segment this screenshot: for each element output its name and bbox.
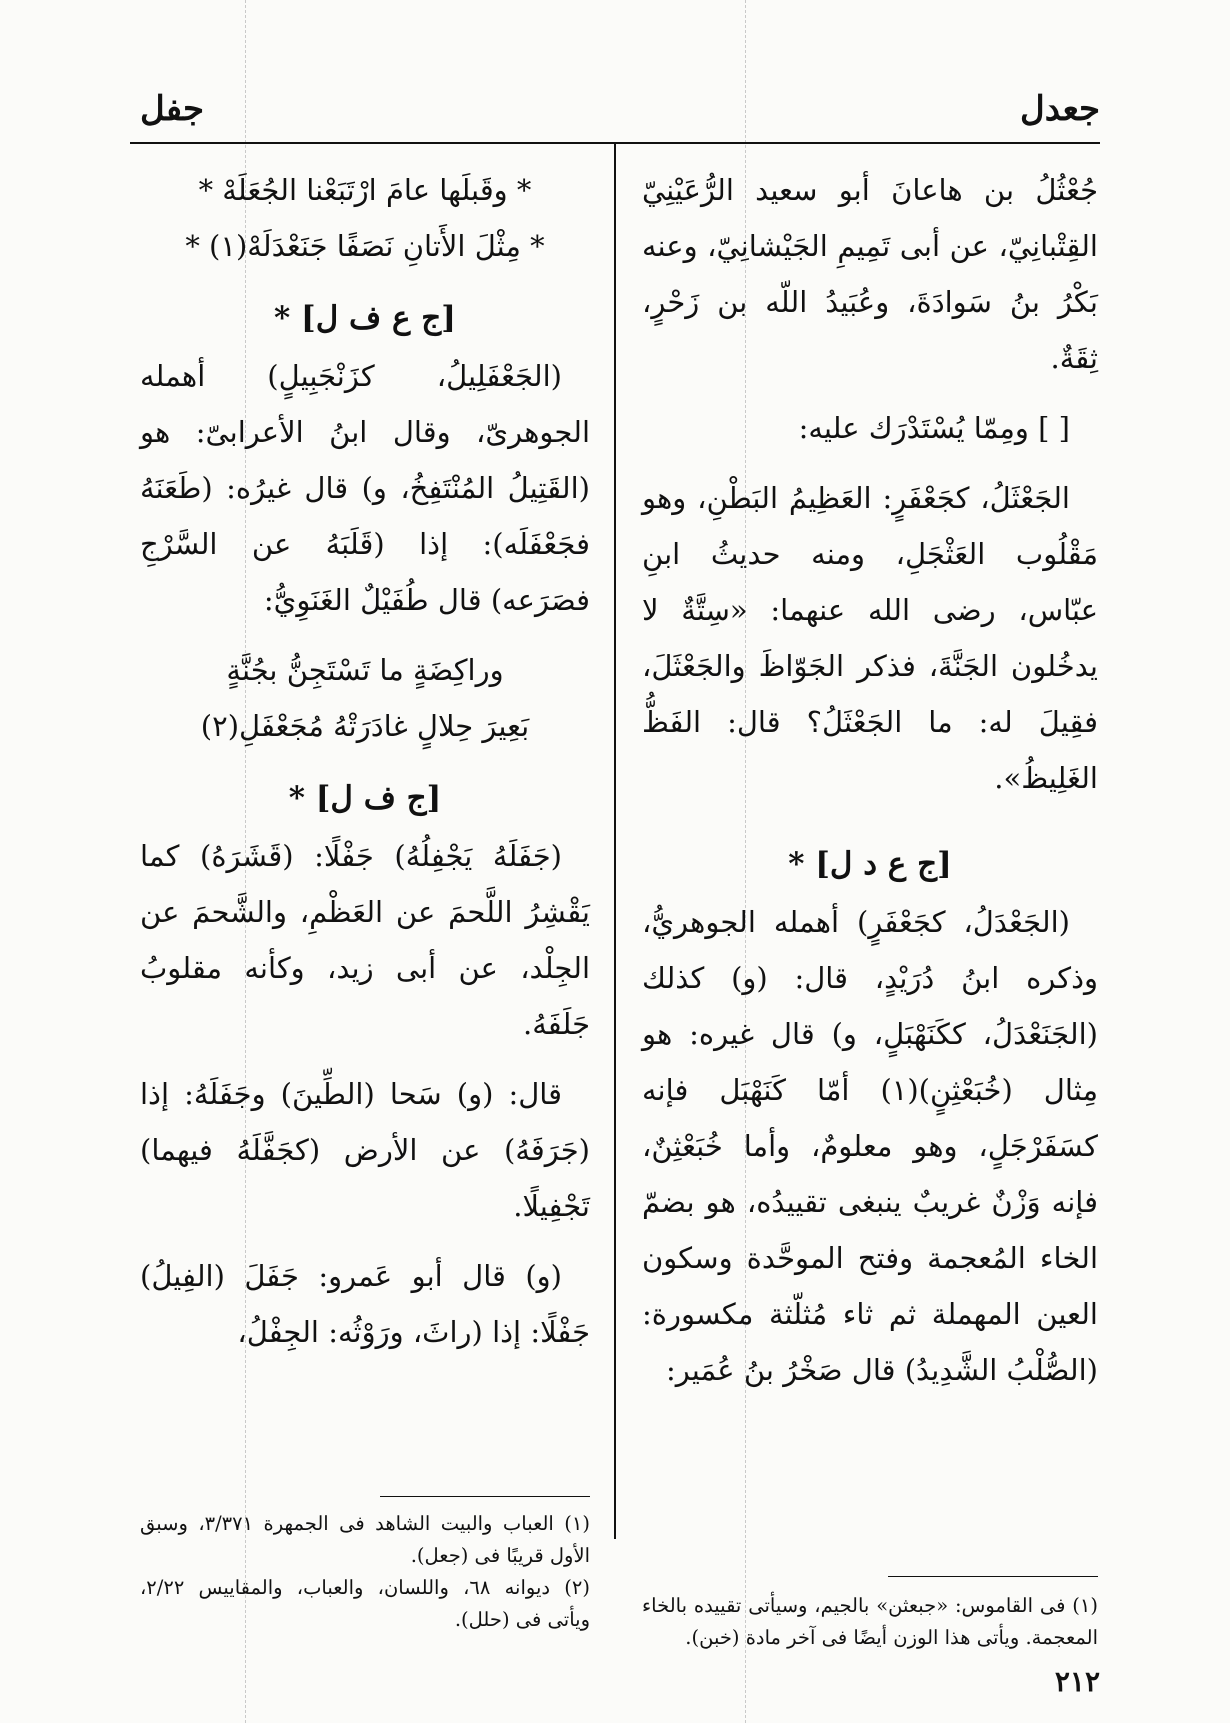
footnote: (٢) ديوانه ٦٨، واللسان، والعباب، والمقاييس ٢/٢٢، ويأتى فى (حلل). (140, 1576, 590, 1631)
footnote-rule (380, 1496, 590, 1497)
poem-line: بَعِيرَ حِلالٍ غادَرَتْهُ مُجَعْفَلِ(٢) (200, 709, 530, 743)
root-heading: [ج ع د ل] * (788, 846, 952, 882)
footnotes-left (140, 1508, 590, 1636)
page-number: ٢١٢ (1054, 1665, 1100, 1698)
column-divider (614, 144, 616, 1539)
supplement-note: [ ] ومِمّا يُسْتَدْرَك عليه: (798, 411, 1070, 445)
footnote: (١) فى القاموس: «جبعثن» بالجيم، وسيأتى تقييده بالخاء المعجمة. ويأتى هذا الوزن أيضًا فى آخر مادة (خبن). (642, 1594, 1098, 1649)
entry-paragraph: جُعْثُلُ بن هاعانَ أبو سعيد الرُّعَيْنِيّ القِتْبانِيّ، عن أبى تَمِيمِ الجَيْشانِيّ، وعنه بَكْرُ بنُ سَوادَةَ، وعُبَيدُ اللّه بن زَحْرٍ، ثِقَةٌ. (642, 173, 1098, 375)
entry-paragraph: (الجَعْفَلِيلُ، كزَنْجَبِيلٍ) أهمله الجوهرىّ، وقال ابنُ الأعرابىّ: هو (القَتِيلُ المُنْتَفِخُ، و) قال غيرُه: (طَعَنَهُ فجَعْفَلَه): إذا (قَلَبَهُ عن السَّرْجِ فصَرَعه) قال طُفَيْلٌ الغَنَوِيُّ: (140, 359, 590, 617)
poem-line: وراكِضَةٍ ما تَسْتَجِنُّ بجُنَّةٍ (226, 653, 504, 687)
root-heading: [ج ف ل] * (288, 780, 442, 816)
footnote-rule (888, 1576, 1098, 1577)
entry-paragraph: (و) قال أبو عَمرو: جَفَلَ (الفِيلُ) جَفْلًا: إذا (راثَ، ورَوْثُه: الجِفْلُ، (140, 1259, 590, 1349)
footnote: (١) العباب والبيت الشاهد فى الجمهرة ٣/٣٧١، وسبق الأول قريبًا فى (جعل). (140, 1512, 590, 1567)
left-column (140, 162, 590, 1360)
entry-paragraph: (جَفَلَهُ يَجْفِلُهُ) جَفْلًا: (قَشَرَهُ) كما يَقْشِرُ اللَّحمَ عن العَظْمِ، والشَّحمَ عن الجِلْد، عن أبى زيد، وكأنه مقلوبُ جَلَفَهُ. (140, 839, 590, 1041)
entry-paragraph: قال: (و) سَحا (الطِّينَ) وجَفَلَهُ: إذا (جَرَفَهُ) عن الأرض (كجَفَّلَهُ فيهما) تَجْفِيلًا. (140, 1077, 590, 1223)
entry-paragraph: (الجَعْدَلُ، كجَعْفَرٍ) أهمله الجوهريُّ، وذكره ابنُ دُرَيْدٍ، قال: (و) كذلك (الجَنَعْدَلُ، ككَنَهْبَلٍ، و) قال غيره: هو مِثال (خُبَعْثِنٍ)(١) أمّا كَنَهْبَل فإنه كسَفَرْجَلٍ، وهو معلومٌ، وأما خُبَعْثِنٌ، فإنه وَزْنٌ غريبٌ ينبغى تقييدُه، هو بضمّ الخاء المُعجمة وفتح الموحَّدة وسكون العين المهملة ثم ثاء مُثلّثة مكسورة: (الصُّلْبُ الشَّدِيدُ) قال صَخْرُ بنُ عُمَير: (642, 905, 1098, 1387)
right-column (642, 162, 1098, 1398)
running-header-left: جفل (140, 89, 204, 129)
running-header-right: جعدل (1020, 89, 1100, 129)
verse-line: * مِثْلَ الأَتانِ نَصَفًا جَنَعْدَلَهْ(١) * (185, 229, 545, 263)
footnotes-right (642, 1590, 1098, 1654)
root-heading: [ج ع ف ل] * (274, 300, 456, 336)
verse-line: * وقَبلَها عامَ ارْتَبَعْنا الجُعَلَهْ * (198, 173, 532, 207)
entry-paragraph: الجَعْثَلُ، كجَعْفَرٍ: العَظِيمُ البَطْنِ، وهو مَقْلُوب العَثْجَلِ، ومنه حديثُ ابنِ عبّاس، رضى الله عنهما: «سِتَّةٌ لا يدخُلون الجَنَّةَ، فذكر الجَوّاظَ والجَعْثَلَ، فقِيلَ له: ما الجَعْثَلُ؟ قال: الفَظُّ الغَلِيظُ». (642, 481, 1098, 795)
